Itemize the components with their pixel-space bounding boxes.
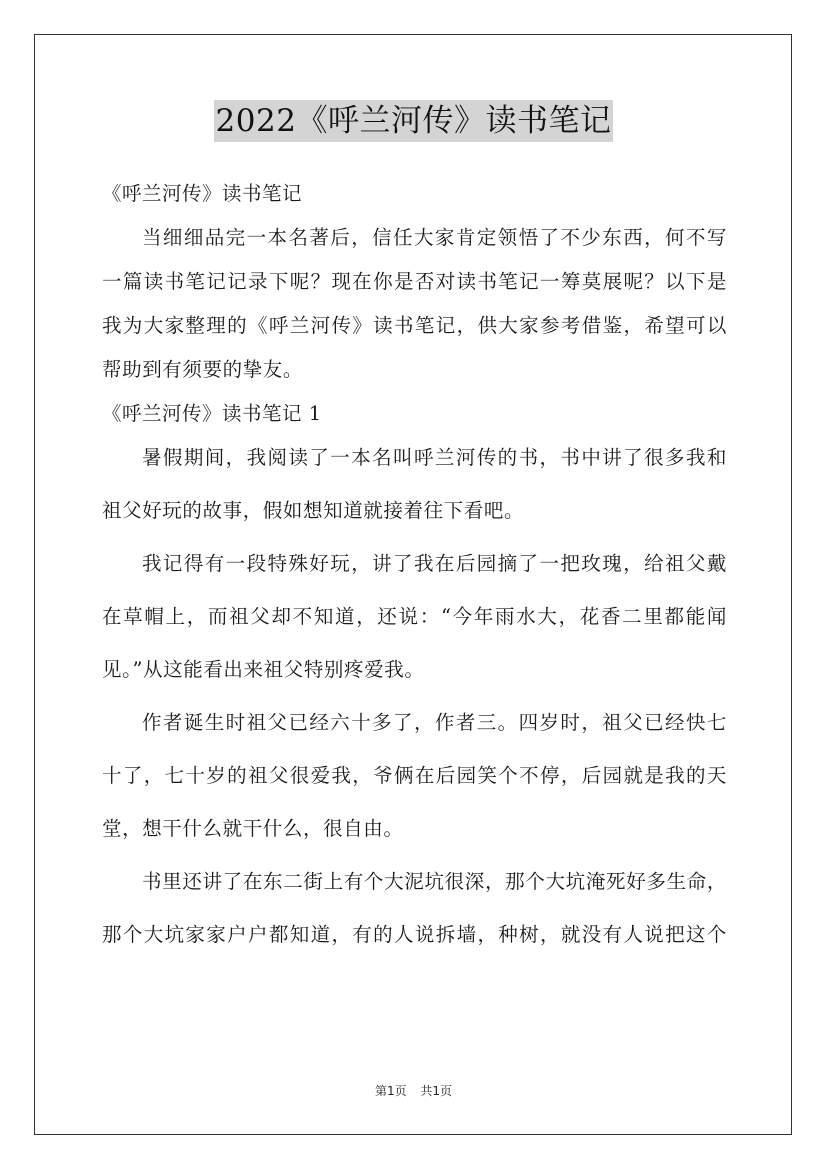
- section-heading: 《呼兰河传》读书笔记: [102, 182, 303, 205]
- paragraph-line: 暑假期间，我阅读了一本名叫呼兰河传的书，书中讲了很多我和: [142, 446, 727, 469]
- paragraph-line: 那个大坑家家户户都知道，有的人说拆墙，种树，就没有人说把这个: [102, 923, 727, 946]
- section-heading: 《呼兰河传》读书笔记 1: [102, 402, 322, 425]
- page-number: 第1页: [374, 1084, 407, 1098]
- title-area: [0, 100, 827, 142]
- paragraph-line: 当细细品完一本名著后，信任大家肯定领悟了不少东西，何不写: [142, 226, 727, 249]
- paragraph-line: 祖父好玩的故事，假如想知道就接着往下看吧。: [102, 499, 525, 522]
- paragraph-line: 堂，想干什么就干什么，很自由。: [102, 817, 404, 840]
- page-footer: [0, 1083, 827, 1099]
- paragraph-line: 我记得有一段特殊好玩，讲了我在后园摘了一把玫瑰，给祖父戴: [142, 552, 727, 575]
- paragraph-line: 书里还讲了在东二街上有个大泥坑很深，那个大坑淹死好多生命，: [142, 870, 727, 893]
- paragraph-line: 我为大家整理的《呼兰河传》读书笔记，供大家参考借鉴，希望可以: [102, 314, 727, 337]
- document-body: [102, 172, 727, 957]
- document-title: 2022《呼兰河传》读书笔记: [214, 100, 614, 142]
- paragraph-line: 一篇读书笔记记录下呢？现在你是否对读书笔记一筹莫展呢？以下是: [102, 270, 727, 293]
- paragraph-line: 十了，七十岁的祖父很爱我，爷俩在后园笑个不停，后园就是我的天: [102, 764, 727, 787]
- paragraph-line: 帮助到有须要的挚友。: [102, 358, 304, 381]
- paragraph-line: 作者诞生时祖父已经六十多了，作者三。四岁时，祖父已经快七: [142, 711, 727, 734]
- paragraph-line: 见。”从这能看出来祖父特别疼爱我。: [102, 658, 425, 681]
- page-total: 共1页: [420, 1084, 453, 1098]
- paragraph-line: 在草帽上，而祖父却不知道，还说：“今年雨水大，花香二里都能闻: [102, 605, 727, 628]
